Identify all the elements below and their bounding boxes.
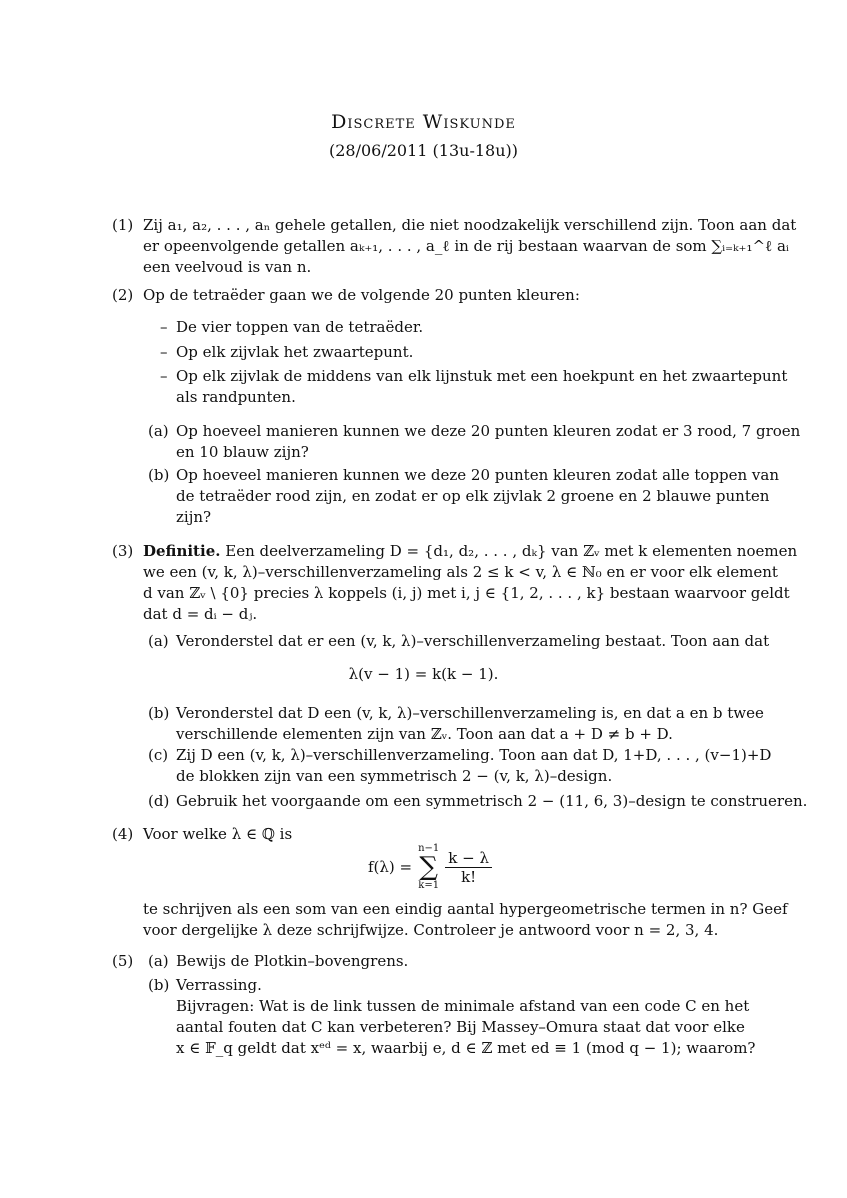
question-4-line: voor dergelijke λ deze schrijfwijze. Controleer je antwoord voor n = 2, 3, 4. [143, 921, 719, 939]
question-2-bullet [176, 366, 788, 408]
subquestion-line: verschillende elementen zijn van ℤᵥ. Toon aan dat a + D ≠ b + D. [176, 725, 673, 743]
question-5a-text: Bewijs de Plotkin–bovengrens. [176, 952, 409, 970]
question-5-number: (5) [112, 952, 134, 970]
subquestion-line: de blokken zijn van een symmetrisch 2 − (v, k, λ)–design. [176, 767, 613, 785]
question-3a-formula: λ(v − 1) = k(k − 1). [348, 665, 499, 683]
question-2-bullet: Op elk zijvlak het zwaartepunt. [176, 343, 414, 361]
definition-line: d van ℤᵥ \ {0} precies λ koppels (i, j) met i, j ∈ {1, 2, . . . , k} bestaan waarvoor geldt [143, 584, 790, 602]
subquestion-line: Veronderstel dat er een (v, k, λ)–verschillenverzameling bestaat. Toon aan dat [176, 632, 770, 650]
formula-lhs: f(λ) = [368, 858, 413, 876]
sum-symbol: ∑ [419, 852, 438, 882]
question-5b-text [176, 975, 756, 1059]
subquestion-line: Zij D een (v, k, λ)–verschillenverzameling. Toon aan dat D, 1+D, . . . , (v−1)+D [176, 746, 772, 764]
bullet-line: Op elk zijvlak de middens van elk lijnstuk met een hoekpunt en het zwaartepunt [176, 367, 788, 385]
question-2-number: (2) [112, 286, 134, 304]
bullet-dash: – [160, 318, 168, 336]
subquestion-line: Bijvragen: Wat is de link tussen de minimale afstand van een code C en het [176, 997, 750, 1015]
bullet-line: als randpunten. [176, 388, 296, 406]
question-4-line: te schrijven als een som van een eindig aantal hypergeometrische termen in n? Geef [143, 900, 788, 918]
sum-upper-limit: n−1 [418, 843, 440, 854]
sum-lower-limit: k=1 [418, 880, 440, 891]
fraction-denominator: k! [461, 867, 477, 886]
definition-line: we een (v, k, λ)–verschillenverzameling als 2 ≤ k < v, λ ∈ ℕ₀ en er voor elk element [143, 563, 778, 581]
subquestion-line: Veronderstel dat D een (v, k, λ)–verschillenverzameling is, en dat a en b twee [176, 704, 764, 722]
question-1-text [143, 215, 797, 278]
question-3-number: (3) [112, 542, 134, 560]
question-2b-text [176, 465, 780, 528]
bullet-dash: – [160, 367, 168, 385]
question-2-bullet: De vier toppen van de tetraëder. [176, 318, 424, 336]
formula-fraction [445, 849, 492, 886]
subquestion-line: zijn? [176, 508, 212, 526]
question-4-intro: Voor welke λ ∈ ℚ is [143, 825, 293, 843]
question-4-text [143, 899, 788, 941]
question-2-intro: Op de tetraëder gaan we de volgende 20 punten kleuren: [143, 286, 580, 304]
question-5b-label: (b) [148, 976, 170, 994]
definition-line: dat d = dᵢ − dⱼ. [143, 605, 258, 623]
bullet-dash: – [160, 343, 168, 361]
exam-date: (28/06/2011 (13u-18u)) [328, 141, 518, 160]
subquestion-line: Op hoeveel manieren kunnen we deze 20 punten kleuren zodat alle toppen van [176, 466, 780, 484]
question-3a-text [176, 631, 770, 652]
question-1-number: (1) [112, 216, 134, 234]
question-2a-label: (a) [148, 422, 169, 440]
definition-text: Een deelverzameling D = {d₁, d₂, . . . , dₖ} van ℤᵥ met k elementen noemen [225, 542, 798, 560]
question-1-line: Zij a₁, a₂, . . . , aₙ gehele getallen, die niet noodzakelijk verschillend zijn. Toon aan dat [143, 216, 797, 234]
subquestion-line: Gebruik het voorgaande om een symmetrisch 2 − (11, 6, 3)–design te construeren. [176, 792, 808, 810]
question-2b-label: (b) [148, 466, 170, 484]
subquestion-line: Op hoeveel manieren kunnen we deze 20 punten kleuren zodat er 3 rood, 7 groen [176, 422, 801, 440]
question-4-formula [368, 843, 492, 891]
question-1-line: er opeenvolgende getallen aₖ₊₁, . . . , a_ℓ in de rij bestaan waarvan de som ∑ᵢ₌ₖ₊₁^ℓ aᵢ [143, 237, 789, 255]
fraction-numerator: k − λ [445, 849, 492, 868]
question-3d-label: (d) [148, 792, 170, 810]
question-3a-label: (a) [148, 632, 169, 650]
question-5a-label: (a) [148, 952, 169, 970]
question-3b-text [176, 703, 764, 745]
subquestion-line: aantal fouten dat C kan verbeteren? Bij Massey–Omura staat dat voor elke [176, 1018, 745, 1036]
subquestion-line: Verrassing. [176, 976, 262, 994]
definition-label: Definitie. [143, 542, 221, 560]
question-3c-label: (c) [148, 746, 169, 764]
subquestion-line: de tetraëder rood zijn, en zodat er op elk zijvlak 2 groene en 2 blauwe punten [176, 487, 770, 505]
subquestion-line: x ∈ 𝔽_q geldt dat xᵉᵈ = x, waarbij e, d ∈ ℤ met ed ≡ 1 (mod q − 1); waarom? [176, 1039, 756, 1057]
question-3c-text [176, 745, 772, 787]
subquestion-line: en 10 blauw zijn? [176, 443, 309, 461]
page-title: Discrete Wiskunde [331, 111, 516, 133]
question-3d-text [176, 791, 808, 812]
question-3b-label: (b) [148, 704, 170, 722]
definition-line [143, 541, 798, 562]
question-1-line: een veelvoud is van n. [143, 258, 312, 276]
sum-operator [418, 843, 439, 891]
question-2a-text [176, 421, 801, 463]
question-4-number: (4) [112, 825, 134, 843]
question-3-definition [143, 541, 798, 625]
